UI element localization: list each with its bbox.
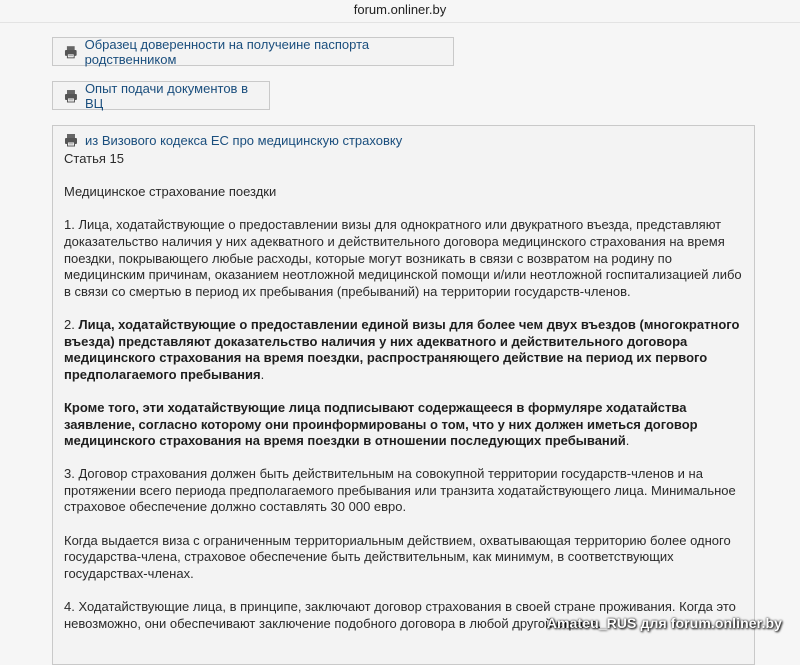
paragraph-1: 1. Лица, ходатайствующие о предоставлении визы для однократного или двукратного въезда, представляют доказательство наличия у них адекватного и действительного договора медицинского страхования на время поездки, покрывающего любые расходы, которые могут возникать в связи с возвратом на родину по медицинским причинам, оказанием неотложной медицинской помощи и/или неотложной госпитализацией либо в связи со смертью в период их пребывания (пребываний) на территории государств-членов. — [64, 217, 742, 299]
watermark: Amateu_RUS для forum.onliner.by — [546, 615, 782, 631]
spoiler-visa-code-insurance — [52, 125, 755, 665]
article-number: Статья 15 — [64, 151, 124, 166]
spoiler-poa-sample[interactable] — [52, 37, 454, 66]
paragraph-2 — [64, 317, 743, 383]
paragraph-3-end: . — [625, 433, 630, 449]
paragraph-2-bold: Лица, ходатайствующие о предоставлении единой визы для более чем двух въездов (многократного въезда) представляют доказательство наличия у них адекватного и действительного договора медицинского страхования на время поездки, распространяющего действие на период их первого предполагаемого пребывания — [64, 316, 740, 382]
spoiler-content — [64, 151, 743, 632]
paragraph-4: 3. Договор страхования должен быть действительным на совокупной территории государств-членов и на протяжении всего периода предполагаемого пребывания или транзита ходатайствующего лица. Минимальное страховое обеспечение должно составлять 30 000 евро. — [64, 466, 736, 515]
address-bar-domain: forum.onliner.by — [0, 0, 800, 23]
spoiler-label: Опыт подачи документов в ВЦ — [84, 80, 248, 111]
article-heading: Медицинское страхование поездки — [64, 184, 277, 200]
spoiler-label: из Визового кодекса ЕС про медицинскую страховку — [85, 132, 403, 148]
printer-icon — [64, 45, 78, 59]
paragraph-2-number: 2. — [64, 316, 79, 332]
spoiler-label: Образец доверенности на получеине паспорта родственником — [84, 36, 370, 67]
paragraph-2-end: . — [260, 366, 265, 382]
printer-icon — [64, 89, 78, 103]
paragraph-6: 4. Ходатайствующие лица, в принципе, заключают договор страхования в своей стране проживания. Когда это невозможно, они обеспечивают заключение подобного договора в любой другой стране. — [64, 599, 736, 631]
paragraph-5: Когда выдается виза с ограниченным территориальным действием, охватывающая территорию более одного государства-члена, страховое обеспечение быть действительным, как минимум, в соответствующих государствах-членах. — [64, 532, 731, 581]
spoiler-header[interactable] — [64, 132, 743, 148]
paragraph-3 — [64, 400, 743, 450]
paragraph-3-bold: Кроме того, эти ходатайствующие лица подписывают содержащееся в формуляре ходатайства заявление, согласно которому они проинформированы о том, что у них должен иметься договор медицинского страхования на время поездки в отношении последующих пребываний — [64, 399, 698, 449]
printer-icon — [64, 133, 78, 147]
spoiler-vc-experience[interactable] — [52, 81, 270, 110]
